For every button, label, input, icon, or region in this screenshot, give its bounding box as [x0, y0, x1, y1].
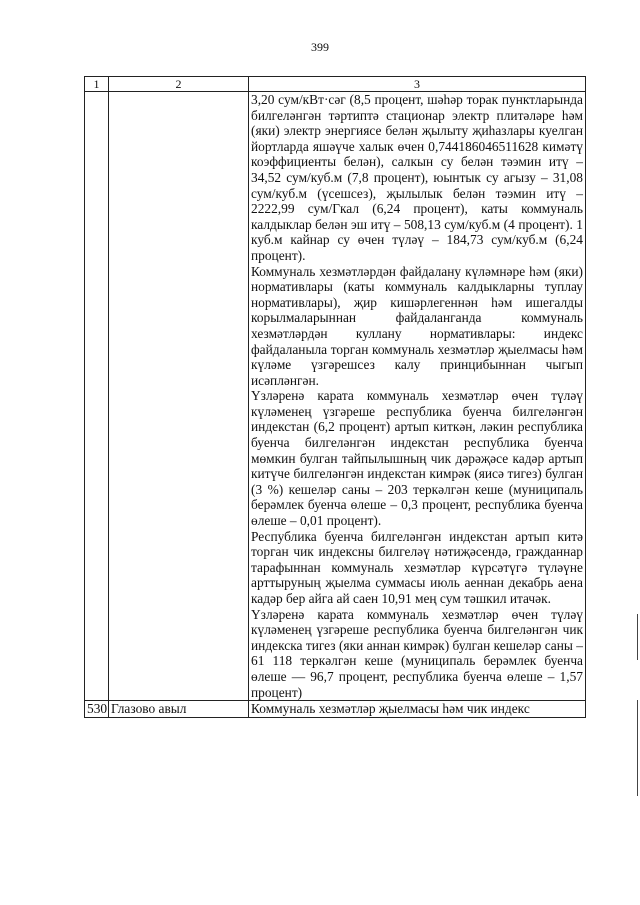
table-header-row [85, 77, 586, 92]
header-col-1: 1 [85, 77, 109, 92]
paragraph: 3,20 сум/кВт·сәг (8,5 процент, шәһәр торак пунктларында билгеләнгән тәртиптә стационар электр плитәләре һәм (яки) электр энергиясе белән җылыту җиһазлары куелган йортларда яшәүче халык өчен 0,744186046511628 кимәтү коэффициенты белән), салкын су белән тәэмин итү – 34,52 сум/куб.м (7,8 процент), юынтык су агызу – 31,08 сум/куб.м (үсешсез), җылылык белән тәэмин итү – 2222,99 сум/Гкал (6,24 процент), каты коммуналь калдыклар белән эш итү – 508,13 сум/куб.м (4 процент). 1 куб.м кайнар су өчен түләү – 184,73 сум/куб.м (6,24 процент). [251, 92, 583, 263]
paragraph: Коммуналь хезмәтләр җыелмасы һәм чик индекс [251, 701, 530, 717]
header-col-3: 3 [249, 77, 586, 92]
page-number: 399 [311, 40, 329, 54]
paragraph: Республика буенча билгеләнгән индекстан артып китә торган чик индексны билгеләү нәтиҗәсендә, гражданнар тарафыннан коммуналь хезмәтләр күрсәтүгә түләүне арттыруның җыелма суммасы июль аеннан декабрь аена кадәр бер айга ай саен 10,91 мең сум тәшкил итачәк. [251, 528, 583, 606]
header-col-2: 2 [109, 77, 249, 92]
row-number [85, 92, 109, 701]
scan-edge-mark [637, 700, 638, 796]
row-description [249, 701, 586, 718]
row-number: 530 [85, 701, 109, 718]
document-table [84, 76, 586, 718]
table-row [85, 92, 586, 701]
scan-edge-mark [637, 614, 638, 660]
row-name [109, 92, 249, 701]
row-description [249, 92, 586, 701]
paragraph: Үзләренә карата коммуналь хезмәтләр өчен түләү күләменең үзгәреше республика буенча билгеләнгән индекстан (6,2 процент) артып киткән, ләкин республика буенча билгеләнгән индекстан республика буенча мөмкин булган тайпылышның чик дәрәҗәсе кадәр артып китүче билгеләнгән индекстан кимрәк (яисә тигез) булган (3 %) кешеләр саны – 203 теркәлгән кеше (муниципаль берәмлек буенча өлеше – 0,3 процент, республика буенча өлеше – 0,01 процент). [251, 388, 583, 529]
row-name: Глазово авыл [109, 701, 249, 718]
paragraph: Үзләренә карата коммуналь хезмәтләр өчен түләү күләменең үзгәреше республика буенча билгеләнгән чик индекска тигез (яки аннан кимрәк) булган кешеләр саны – 61 118 теркәлгән кеше (муниципаль берәмлек буенча өлеше — 96,7 процент, республика буенча өлеше – 1,57 процент) [251, 606, 583, 700]
table-row [85, 701, 586, 718]
paragraph: Коммуналь хезмәтләрдән файдалану күләмнәре һәм (яки) нормативлары (каты коммуналь калдыкларны туплау нормативлары), җир кишәрлегеннән һәм ишегалды корылмаларыннан файдаланганда коммуналь хезмәтләрдән куллану нормативлары: индекс файдаланыла торган коммуналь хезмәтләр җыелмасы һәм күләме үзгәрешсез калу принцибыннан чыгып исәпләнгән. [251, 263, 583, 388]
